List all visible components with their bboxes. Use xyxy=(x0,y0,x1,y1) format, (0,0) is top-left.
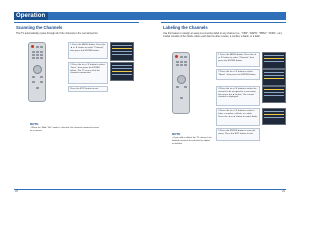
right-rule xyxy=(161,22,286,23)
section-header-bar xyxy=(14,12,286,20)
remote-button xyxy=(36,54,39,56)
menu-screen-image xyxy=(110,42,134,61)
remote-button xyxy=(32,81,35,83)
remote-button xyxy=(184,56,187,58)
scan-screen-image xyxy=(110,62,134,81)
remote-button xyxy=(180,56,183,58)
remote-button xyxy=(36,87,39,89)
right-step-5: 5 Press the ENTER button to save the name. Press the EXIT button to exit. xyxy=(216,128,260,141)
remote-button xyxy=(36,57,39,59)
left-step-exit: Press the EXIT button to exit. xyxy=(68,86,108,92)
remote-button xyxy=(184,64,187,66)
remote-button xyxy=(176,86,179,88)
right-note-text: • If you add or delete the TV channel, the labeled channels list will also be added or deleted. xyxy=(172,137,212,145)
remote-button xyxy=(40,54,43,56)
menu-screen-image xyxy=(262,52,286,69)
left-intro: This TV automatically cycles through all of the channels in the memorised list. xyxy=(16,32,99,35)
remote-button xyxy=(184,61,187,63)
section-header-text: Operation xyxy=(16,13,46,19)
left-note-title: NOTE xyxy=(30,122,39,126)
remote-button xyxy=(184,86,187,88)
label-edit-screen-image xyxy=(262,108,286,125)
remote-button xyxy=(180,97,183,99)
remote-button xyxy=(40,76,43,78)
remote-button xyxy=(32,57,35,59)
remote-button xyxy=(32,51,35,53)
right-step-4: 4 Press the ▲ or ▼ button to select a letter, a number, a blank, or a dash. Press the ◄ or ► button to switch fields. xyxy=(216,108,260,126)
remote-control-image xyxy=(172,52,190,114)
name-screen-image xyxy=(262,69,286,86)
remote-button xyxy=(40,51,43,53)
remote-button xyxy=(32,54,35,56)
remote-button xyxy=(36,51,39,53)
left-step-2: 2 Press the ▲ or ▼ button to select "Scan", then press the ENTER button. The TV scans all of the channels memorised. xyxy=(68,62,108,84)
remote-button xyxy=(180,64,183,66)
left-page-number: 28 xyxy=(15,190,18,193)
remote-button xyxy=(176,64,179,66)
remote-button xyxy=(176,61,179,63)
left-step-1: 1 Press the MENU button. Press the ▲ or ▼ button to select "Channel", then press the ENTER button. xyxy=(68,42,108,59)
left-section-title: Scanning the Channels xyxy=(16,25,63,30)
right-step-3: 3 Press the ▲ or ▼ button to select the channel to be assigned to a new name, then press the ► button. The current channel is displayed. xyxy=(216,86,260,106)
left-rule xyxy=(14,22,139,23)
right-step-2: 2 Press the ▲ or ▼ button to select "Name", then press the ENTER button. xyxy=(216,69,260,80)
right-section-title: Labeling the Channels xyxy=(163,25,208,30)
remote-button xyxy=(40,81,43,83)
channel-list-screen-image xyxy=(262,86,286,103)
power-button-icon xyxy=(175,55,178,58)
right-step-1: 1 Press the MENU button. Press the ▲ or ▼ button to select "Channel", then press the ENTER button. xyxy=(216,52,260,67)
direction-pad-icon xyxy=(33,65,42,74)
footer-rule xyxy=(14,189,286,190)
left-note-text: • When the "Add / Del" mode is selected, the channels removed cannot be scanned. xyxy=(30,127,99,132)
power-button-icon xyxy=(31,45,34,48)
right-page-number: 29 xyxy=(282,190,285,193)
remote-button xyxy=(40,46,43,48)
remote-button xyxy=(40,57,43,59)
remote-button xyxy=(32,76,35,78)
remote-button xyxy=(36,46,39,48)
remote-control-image xyxy=(28,42,46,102)
right-intro: Use this feature to assign an easy-to-remember label to any channel (i.e., "CBS", "ESPN", "PBS2", "CNN1", etc.). A label consists of five fields, where each field is either a letter, a number, a blank, or a dash. xyxy=(163,32,283,38)
remote-button xyxy=(180,61,183,63)
direction-pad-icon xyxy=(177,75,186,84)
right-note-title: NOTE xyxy=(172,132,181,136)
